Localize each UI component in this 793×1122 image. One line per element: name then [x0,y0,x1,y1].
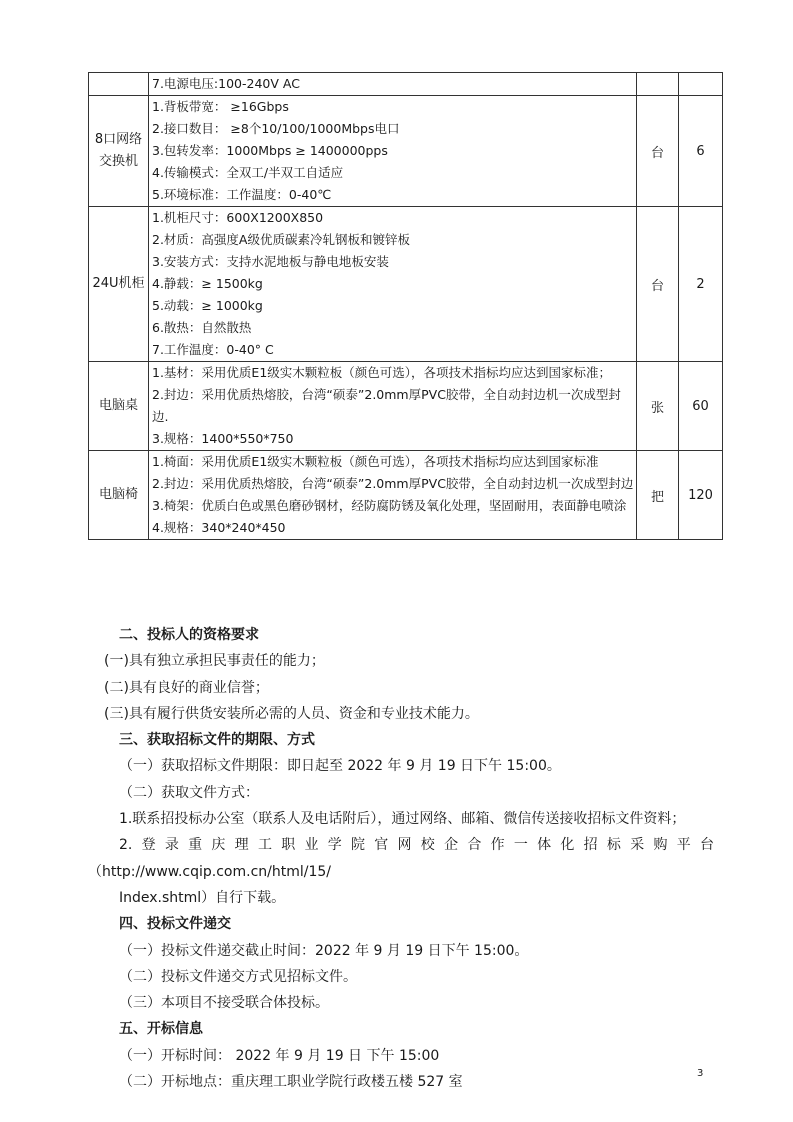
item-spec-cell [149,362,637,451]
spec-line: 5.环境标准：工作温度：0-40℃ [152,187,332,202]
tender-body-text [88,622,714,1095]
spec-line: 2.封边：采用优质热熔胶，台湾“硕泰”2.0mm厚PVC胶带，全自动封边机一次成型封边 [152,476,634,491]
spec-line: 3.安装方式：支持水泥地板与静电地板安装 [152,254,389,269]
spec-line: 6.散热：自然散热 [152,320,252,335]
qualification-item: (二)具有良好的商业信誉； [104,679,269,696]
item-spec-cell [149,207,637,362]
qualification-item: (一)具有独立承担民事责任的能力； [104,653,325,670]
item-quantity-cell: 6 [679,96,723,207]
submit-item: （二）投标文件递交方式见招标文件。 [119,968,357,985]
spec-line: 5.动载：≥ 1000kg [152,298,263,313]
item-unit-cell: 台 [637,207,679,362]
spec-line: 3.包转发率：1000Mbps ≥ 1400000pps [152,143,388,158]
item-name-cell: 24U机柜 [89,207,149,362]
spec-table-row [89,362,723,451]
item-quantity-cell: 60 [679,362,723,451]
obtain-period: （一）获取招标文件期限：即日起至 2022 年 9 月 19 日下午 15:00。 [119,758,561,775]
spec-line: 2.材质：高强度A级优质碳素冷轧钢板和镀锌板 [152,232,410,247]
item-spec-cell [149,451,637,540]
item-quantity-cell: 120 [679,451,723,540]
spec-table-row [89,73,723,96]
item-name-cell: 8口网络交换机 [89,96,149,207]
section-heading-submit: 四、投标文件递交 [119,916,231,933]
item-name-cell: 电脑椅 [89,451,149,540]
item-quantity-cell [679,73,723,96]
submit-item: （一）投标文件递交截止时间：2022 年 9 月 19 日下午 15:00。 [119,942,529,959]
spec-table-body [89,73,723,540]
item-quantity-cell: 2 [679,207,723,362]
section-heading-obtain: 三、获取招标文件的期限、方式 [119,732,315,749]
obtain-url-line-1: （http://www.cqip.com.cn/html/15/ [88,863,331,880]
section-heading-qualification: 二、投标人的资格要求 [119,627,259,643]
spec-line: 2.封边：采用优质热熔胶，台湾“硕泰”2.0mm厚PVC胶带，全自动封边机一次成型封边. [152,387,621,424]
item-unit-cell: 张 [637,362,679,451]
spec-line: 4.传输模式：全双工/半双工自适应 [152,165,344,180]
spec-table-row [89,96,723,207]
equipment-spec-table [88,72,723,540]
item-spec-cell [149,73,637,96]
spec-line: 7.电源电压:100-240V AC [152,76,300,91]
section-heading-opening: 五、开标信息 [119,1021,203,1038]
spec-line: 4.静载：≥ 1500kg [152,276,263,291]
opening-place: （二）开标地点：重庆理工职业学院行政楼五楼 527 室 [119,1074,463,1091]
item-spec-cell [149,96,637,207]
obtain-method-1: 1.联系招投标办公室（联系人及电话附后），通过网络、邮箱、微信传送接收招标文件资料； [119,811,686,828]
qualification-item: (三)具有履行供货安装所必需的人员、资金和专业技术能力。 [104,705,479,722]
obtain-url-line-2: Index.shtml）自行下载。 [119,889,286,906]
spec-line: 7.工作温度：0-40° C [152,342,274,357]
spec-line: 1.基材：采用优质E1级实木颗粒板（颜色可选），各项技术指标均应达到国家标准； [152,365,612,380]
spec-line: 3.椅架：优质白色或黑色磨砂钢材，经防腐防锈及氧化处理，坚固耐用，表面静电喷涂 [152,498,627,513]
spec-line: 4.规格：340*240*450 [152,520,286,535]
item-unit-cell: 台 [637,96,679,207]
item-name-cell: 电脑桌 [89,362,149,451]
opening-time: （一）开标时间： 2022 年 9 月 19 日 下午 15:00 [119,1047,440,1064]
item-name-cell [89,73,149,96]
spec-table-row [89,451,723,540]
spec-table-row [89,207,723,362]
spec-line: 2.接口数目： ≥8个10/100/1000Mbps电口 [152,121,400,136]
item-unit-cell: 把 [637,451,679,540]
obtain-method-title: （二）获取文件方式： [119,784,259,801]
submit-item: （三）本项目不接受联合体投标。 [119,995,329,1012]
page-number: 3 [697,1068,704,1079]
spec-line: 3.规格：1400*550*750 [152,431,294,446]
spec-line: 1.机柜尺寸：600X1200X850 [152,210,324,225]
obtain-method-2: 2.登录重庆理工职业学院官网校企合作一体化招标采购平台 [119,837,714,854]
spec-line: 1.背板带宽： ≥16Gbps [152,99,289,114]
spec-line: 1.椅面：采用优质E1级实木颗粒板（颜色可选），各项技术指标均应达到国家标准 [152,454,599,469]
item-unit-cell [637,73,679,96]
